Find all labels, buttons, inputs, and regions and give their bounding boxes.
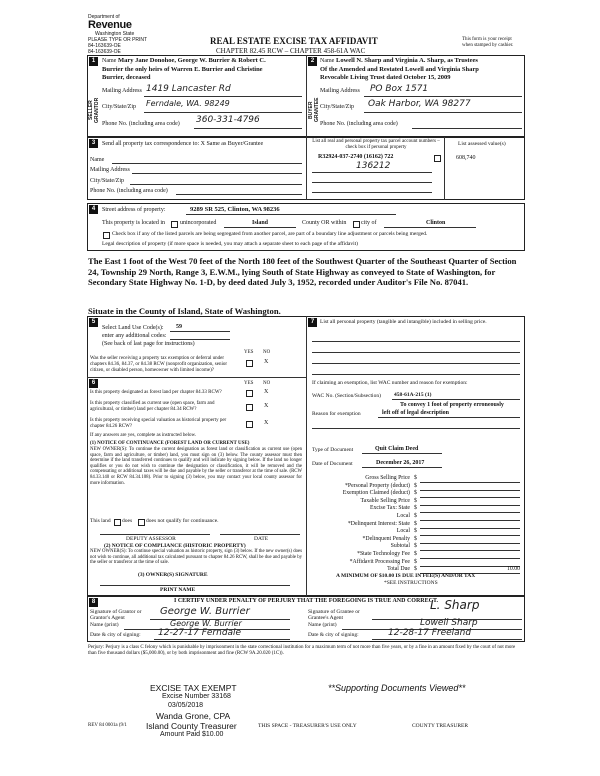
seller-phone-label: Phone No. (including area code): [102, 121, 180, 127]
unincorporated-checkbox[interactable]: [171, 221, 178, 228]
parcel-handwritten: 136212: [356, 161, 391, 171]
tax-line-dollar: $: [414, 520, 417, 527]
seller-phone[interactable]: 360-331-4796: [196, 115, 260, 125]
seller-city-label: City/State/Zip: [102, 104, 136, 110]
historic-no-mark[interactable]: X: [264, 420, 269, 426]
county-value[interactable]: Island: [252, 220, 269, 226]
seller-side-label: SELLER GRANTOR: [88, 97, 100, 123]
tax-line-dollar: $: [414, 566, 417, 573]
buyer-name-line2: Of the Amended and Restated Lowell and Virginia Sharp: [320, 66, 479, 73]
segregation-label: Check box if any of the listed parcels are being segregated from another parcel, are part of a boundary line adjustment or parcels being merged.: [112, 231, 428, 237]
receipt-note-1: This form is your receipt: [462, 37, 512, 42]
additional-codes-label: enter any additional codes:: [102, 333, 167, 339]
owner-signature-label: (3) OWNER(S) SIGNATURE: [138, 572, 208, 578]
segregation-checkbox[interactable]: [103, 232, 110, 239]
see-back-note: (See back of last page for instructions): [102, 341, 195, 347]
grantee-signature[interactable]: L. Sharp: [430, 598, 480, 612]
tax-line-dollar: $: [414, 490, 417, 497]
situate-statement: Situate in the County of Island, State of Washington.: [88, 306, 281, 316]
city-checkbox[interactable]: [353, 221, 360, 228]
wac-number[interactable]: 458-61A-215 (1): [394, 392, 432, 398]
s5-no-header: NO: [263, 350, 271, 355]
tax-line-label: *Delinquent Penalty: [362, 535, 410, 542]
unincorporated-label: unincorporated: [180, 220, 217, 226]
historic-yes-checkbox[interactable]: [246, 421, 253, 428]
land-use-code[interactable]: 59: [176, 324, 182, 330]
doc-type[interactable]: Quit Claim Deed: [375, 446, 419, 452]
grantor-date-label: Date & city of signing:: [90, 632, 141, 638]
buyer-name-label: Name: [320, 58, 335, 64]
grantee-print-label: Name (print): [308, 622, 337, 628]
buyer-city-label: City/State/Zip: [320, 104, 354, 110]
tax-line-dollar: $: [414, 558, 417, 565]
s6-yes-header: YES: [244, 381, 254, 386]
deputy-assessor-label: DEPUTY ASSESSOR: [126, 536, 176, 542]
does-checkbox[interactable]: [114, 519, 121, 526]
s3-city-label: City/State/Zip: [90, 178, 124, 184]
seller-city[interactable]: Ferndale, WA. 98249: [146, 99, 230, 108]
does-not-checkbox[interactable]: [138, 519, 145, 526]
doc-type-label: Type of Document: [312, 447, 354, 453]
tax-correspondence-title: Send all property tax correspondence to: X Same as Buyer/Grantee: [102, 141, 264, 147]
supporting-docs-note: **Supporting Documents Viewed**: [328, 683, 466, 693]
tax-line-value[interactable]: 10.00: [506, 566, 520, 573]
grantee-signature-label: Signature of Grantee or Grantee's Agent: [308, 609, 360, 621]
section-2-marker: 2: [308, 57, 317, 66]
grantee-print-name[interactable]: Lowell Sharp: [420, 618, 478, 628]
wac-exemption-title: If claiming an exemption, list WAC number and reason for exemption:: [312, 380, 468, 386]
grantee-date-city[interactable]: 12-28-17 Freeland: [388, 628, 472, 638]
tax-line-label: *State Technology Fee: [357, 551, 410, 557]
stamp-excise-number: Excise Number 33168: [162, 693, 231, 700]
stamp-amount-paid: Amount Paid $10.00: [160, 731, 224, 738]
located-label: This property is located in: [102, 220, 165, 226]
stamp-exempt: EXCISE TAX EXEMPT: [150, 683, 237, 693]
parcel-number[interactable]: R32924-037-2740 (16162) 722: [318, 154, 394, 160]
form-title: REAL ESTATE EXCISE TAX AFFIDAVIT: [210, 36, 378, 46]
buyer-side-label: BUYER GRANTEE: [308, 97, 320, 123]
personal-property-checkbox[interactable]: [434, 155, 441, 162]
section-4-marker: 4: [89, 205, 98, 214]
form-code-2: 84-163639-OE: [88, 49, 121, 55]
grantee-date-label: Date & city of signing:: [308, 632, 359, 638]
tax-line-label: Excise Tax: State: [369, 505, 410, 512]
section-1-marker: 1: [89, 57, 98, 66]
tax-line-label: Gross Selling Price: [365, 475, 410, 481]
parcel-list-title: List all real and personal property tax parcel account numbers – check box if personal property: [312, 139, 440, 150]
if-yes-note: If any answers are yes, complete as instructed below.: [90, 433, 197, 438]
tax-line-dollar: $: [414, 475, 417, 481]
s3-mailing-label: Mailing Address: [90, 167, 130, 173]
forest-yes-checkbox[interactable]: [246, 390, 253, 397]
buyer-name-line3: Revocable Living Trust dated October 15, 2009: [320, 74, 451, 81]
tax-line-dollar: $: [414, 497, 417, 504]
exemption-no-mark[interactable]: X: [264, 359, 269, 365]
section-8-marker: 8: [89, 598, 98, 607]
s5-yes-header: YES: [244, 350, 254, 355]
street-address-label: Street address of property:: [102, 207, 166, 213]
seller-name[interactable]: Mary Jane Donohoe, George W. Burrier & Robert C.: [118, 57, 266, 64]
assessed-title: List assessed value(s): [458, 141, 506, 147]
grantor-print-name[interactable]: George W. Burrier: [170, 619, 242, 628]
city-of-label: city of: [361, 220, 377, 226]
grantor-date-city[interactable]: 12-27-17 Ferndale: [158, 628, 242, 638]
land-use-label: Select Land Use Code(s):: [102, 325, 164, 331]
seller-mailing-label: Mailing Address: [102, 88, 142, 94]
tax-line-dollar: $: [414, 528, 417, 535]
notice-continuance-title: (1) NOTICE OF CONTINUANCE (FOREST LAND OR CURRENT USE): [90, 441, 250, 446]
tax-line-label: *Delinquent Interest: State: [347, 520, 410, 527]
reason-label: Reason for exemption: [312, 411, 361, 417]
buyer-name[interactable]: Lowell N. Sharp and Virginia A. Sharp, as Trustees: [336, 57, 478, 64]
notice-continuance-text: NEW OWNER(S): To continue the current designation as forest land or classification as current use (open space, farm and agriculture, or timber) land, you must sign on (3) below. The county assessor must then determine if the land transferred continues to qualify and will indicate by signing below. If the land no longer qualifies or you do not wish to continue the designation or classification, it will be removed and the compensating or additional taxes will be due and payable by the seller or transferor at the time of sale. (RCW 84.33.140 or RCW 84.34.108). Prior to signing (3) below, you may contact your local county assessor for more information.: [90, 447, 302, 486]
this-land-label: This land: [90, 518, 111, 524]
seller-name-label: Name: [102, 58, 117, 64]
form-subtitle: CHAPTER 82.45 RCW – CHAPTER 458-61A WAC: [216, 47, 366, 55]
forest-land-question: Is this property designated as forest land per chapter 84.33 RCW?: [90, 390, 222, 395]
print-name-label: PRINT NAME: [160, 587, 196, 593]
tax-line-dollar: $: [414, 513, 417, 519]
tax-line-label: Local: [396, 513, 410, 519]
doc-date[interactable]: December 26, 2017: [376, 460, 425, 466]
s6-no-header: NO: [263, 381, 271, 386]
exemption-question: Was the seller receiving a property tax exemption or deferral under chapters 84.36, 84.37, or 84.38 RCW (nonprofit organization, senior citizen, or disabled person, homeowner with limited income)?: [90, 356, 228, 373]
tax-line-dollar: $: [414, 543, 417, 550]
legal-description: The East 1 foot of the West 70 feet of the North 180 feet of the Southwest Quarter of the Southeast Quarter of Section 24, Township 29 North, Range 3, E.W.M., lying South of State Highway as conveyed to State of Washington, for Secondary State Highway No. 1-D, by deed dated July 3, 1952, recorded under Auditor's File No. 87041.: [88, 256, 517, 287]
exemption-yes-checkbox[interactable]: [246, 360, 253, 367]
tax-line-label: Local: [396, 528, 410, 535]
section-7-marker: 7: [308, 318, 317, 327]
tax-line-dollar: $: [414, 535, 417, 542]
stamp-treasurer-name: Wanda Grone, CPA: [156, 711, 231, 721]
grantor-signature[interactable]: George W. Burrier: [160, 606, 250, 617]
forest-no-mark[interactable]: X: [264, 389, 269, 395]
does-label: does: [122, 518, 133, 524]
seller-name-line3: Burrier, deceased: [102, 74, 151, 81]
assessed-value[interactable]: 608,740: [456, 155, 476, 161]
assessor-date-label: DATE: [254, 536, 269, 542]
tax-line-dollar: $: [414, 482, 417, 489]
tax-line-dollar: $: [414, 551, 417, 557]
s3-name-label: Name: [90, 157, 105, 163]
minimum-note: A MINIMUM OF $10.00 IS DUE IN FEE(S) AND/OR TAX: [336, 573, 476, 579]
current-use-no-mark[interactable]: X: [264, 403, 269, 409]
perjury-statement: Perjury: Perjury is a class C felony which is punishable by imprisonment in the state correctional institution for a maximum term of not more than five years, or by a fine in an amount fixed by the court of not more than five thousand dollars ($5,000.00), or by both imprisonment and fine (RCW 9A.20.020 (1C)).: [88, 645, 516, 656]
tax-line-label: Subtotal: [390, 543, 410, 550]
buyer-mailing[interactable]: PO Box 1571: [370, 84, 429, 94]
section-3-marker: 3: [89, 139, 98, 148]
tax-line-label: *Personal Property (deduct): [344, 482, 410, 489]
form-code-1: 84-163639-OE: [88, 43, 121, 49]
dept-state: Washington State: [95, 31, 135, 37]
personal-property-title: List all personal property (tangible and intangible) included in selling price.: [320, 319, 487, 325]
certify-statement: I CERTIFY UNDER PENALTY OF PERJURY THAT THE FOREGOING IS TRUE AND CORRECT.: [174, 598, 439, 604]
notice-compliance-text: NEW OWNER(S): To continue special valuation as historic property, sign (3) below. If the new owner(s) does not wish to continue, all additional tax calculated pursuant to chapter 84.26 RCW, shall be due and payable by the seller or transferor at the time of sale.: [90, 549, 303, 566]
doc-date-label: Date of Document: [312, 461, 353, 467]
stamp-treasurer-title: Island County Treasurer: [146, 721, 237, 731]
s3-phone-label: Phone No. (including area code): [90, 188, 168, 194]
buyer-mailing-label: Mailing Address: [320, 88, 360, 94]
print-instruction: PLEASE TYPE OR PRINT: [88, 37, 148, 43]
dept-of: Department of: [88, 14, 120, 20]
county-or-label: County OR within: [302, 220, 347, 226]
tax-line-dollar: $: [414, 505, 417, 512]
grantor-print-label: Name (print): [90, 622, 119, 628]
tax-line-label: Exemption Claimed (deduct): [342, 490, 410, 497]
historic-question: Is this property receiving special valuation as historical property per chapter 84.26 RCW?: [90, 418, 227, 429]
receipt-note-2: when stamped by cashier.: [462, 43, 514, 48]
stamp-date: 03/05/2018: [168, 702, 204, 709]
form-revision: REV 84 0001a (9/1: [88, 723, 127, 728]
tax-line-label: Taxable Selling Price: [360, 497, 410, 504]
current-use-question: Is this property classified as current use (open space, farm and agricultural, or timber) land per chapter 84.34 RCW?: [90, 401, 215, 412]
city-value[interactable]: Clinton: [426, 220, 446, 226]
tax-line-label: *Affidavit Processing Fee: [349, 558, 410, 565]
treasurer-space-label: THIS SPACE - TREASURER'S USE ONLY: [258, 723, 357, 729]
seller-mailing[interactable]: 1419 Lancaster Rd: [146, 84, 231, 94]
county-treasurer-label: COUNTY TREASURER: [412, 723, 469, 729]
notice-compliance-title: (2) NOTICE OF COMPLIANCE (HISTORIC PROPERTY): [104, 543, 246, 549]
see-instructions-note: *SEE INSTRUCTIONS: [384, 580, 438, 586]
section-5-marker: 5: [89, 318, 98, 327]
current-use-yes-checkbox[interactable]: [246, 404, 253, 411]
section-6-marker: 6: [89, 379, 98, 388]
buyer-city[interactable]: Oak Harbor, WA 98277: [368, 99, 471, 109]
dept-revenue-logo: Revenue: [88, 19, 132, 31]
street-address[interactable]: 9289 SR 525, Clinton, WA 98236: [190, 206, 280, 213]
tax-line-label: Total Due: [387, 566, 410, 573]
legal-note: Legal description of property (if more space is needed, you may attach a separate sheet to each page of the affidavit): [102, 241, 358, 247]
reason-line-2[interactable]: left off of legal description: [382, 410, 449, 416]
grantor-signature-label: Signature of Grantor or Grantor's Agent: [90, 609, 142, 621]
buyer-phone-label: Phone No. (including area code): [320, 121, 398, 127]
reason-line-1[interactable]: To convey 1 foot of property erroneously: [400, 402, 504, 408]
wac-label: WAC No. (Section/Subsection): [312, 393, 381, 399]
seller-name-line2: Burrier the only heirs of Warren E. Burrier and Christine: [102, 66, 263, 73]
does-not-label: does not qualify for continuance.: [146, 518, 219, 524]
